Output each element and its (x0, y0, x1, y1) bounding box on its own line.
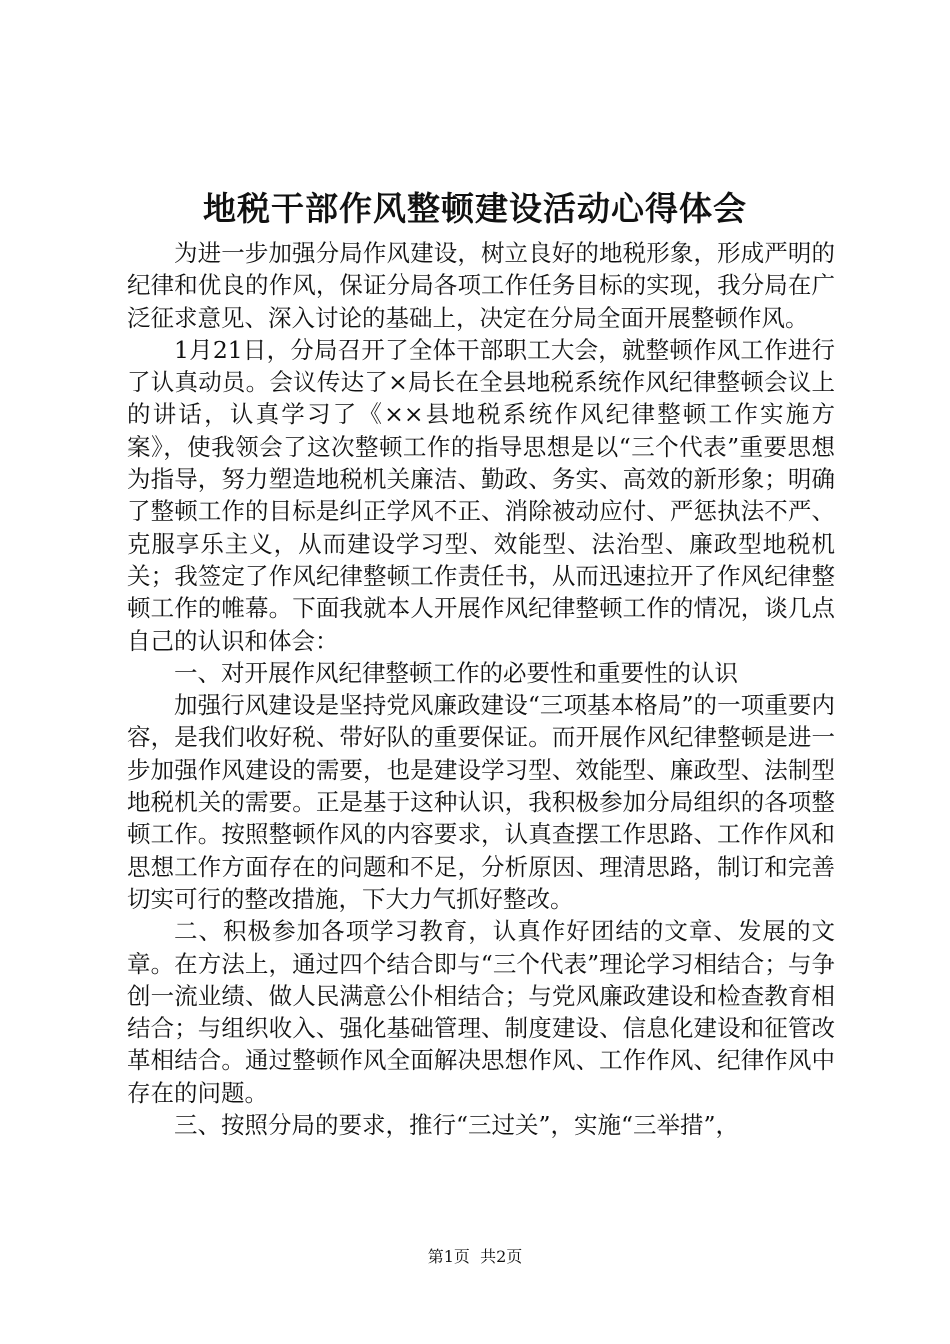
document-title: 地税干部作风整顿建设活动心得体会 (203, 189, 747, 228)
page-number: 第1页 (427, 1247, 470, 1266)
paragraph-section-2: 二、积极参加各项学习教育，认真作好团结的文章、发展的文章。在方法上，通过四个结合即与“三个代表”理论学习相结合；与争创一流业绩、做人民满意公仆相结合；与党风廉政建设和检查教育相结合；与组织收入、强化基础管理、制度建设、信息化建设和征管改革相结合。通过整顿作风全面解决思想作风、工作作风、纪律作风中存在的问题。 (127, 917, 835, 1107)
paragraph-section-3: 三、按照分局的要求，推行“三过关”，实施“三举措”， (174, 1111, 740, 1140)
page-total: 共2页 (480, 1247, 523, 1266)
section-heading-1: 一、对开展作风纪律整顿工作的必要性和重要性的认识 (174, 658, 738, 687)
paragraph-meeting: 1月21日，分局召开了全体干部职工大会，就整顿作风工作进行了认真动员。会议传达了×局长在全县地税系统作风纪律整顿会议上的讲话，认真学习了《××县地税系统作风纪律整顿工作实施方案》，使我领会了这次整顿工作的指导思想是以“三个代表”重要思想为指导，努力塑造地税机关廉洁、勤政、务实、高效的新形象；明确了整顿工作的目标是纠正学风不正、消除被动应付、严惩执法不严、克服享乐主义，从而建设学习型、效能型、法治型、廉政型地税机关；我签定了作风纪律整顿工作责任书，从而迅速拉开了作风纪律整顿工作的帷幕。下面我就本人开展作风纪律整顿工作的情况，谈几点自己的认识和体会： (127, 335, 835, 655)
paragraph-section-1: 加强行风建设是坚持党风廉政建设“三项基本格局”的一项重要内容，是我们收好税、带好队的重要保证。而开展作风纪律整顿是进一步加强作风建设的需要，也是建设学习型、效能型、廉政型、法制型地税机关的需要。正是基于这种认识，我积极参加分局组织的各项整顿工作。按照整顿作风的内容要求，认真查摆工作思路、工作作风和思想工作方面存在的问题和不足，分析原因、理清思路，制订和完善切实可行的整改措施，下大力气抓好整改。 (127, 691, 835, 913)
document-body (127, 237, 835, 1141)
paragraph-intro: 为进一步加强分局作风建设，树立良好的地税形象，形成严明的纪律和优良的作风，保证分局各项工作任务目标的实现，我分局在广泛征求意见、深入讨论的基础上，决定在分局全面开展整顿作风。 (127, 239, 835, 332)
page-footer (0, 1245, 950, 1269)
